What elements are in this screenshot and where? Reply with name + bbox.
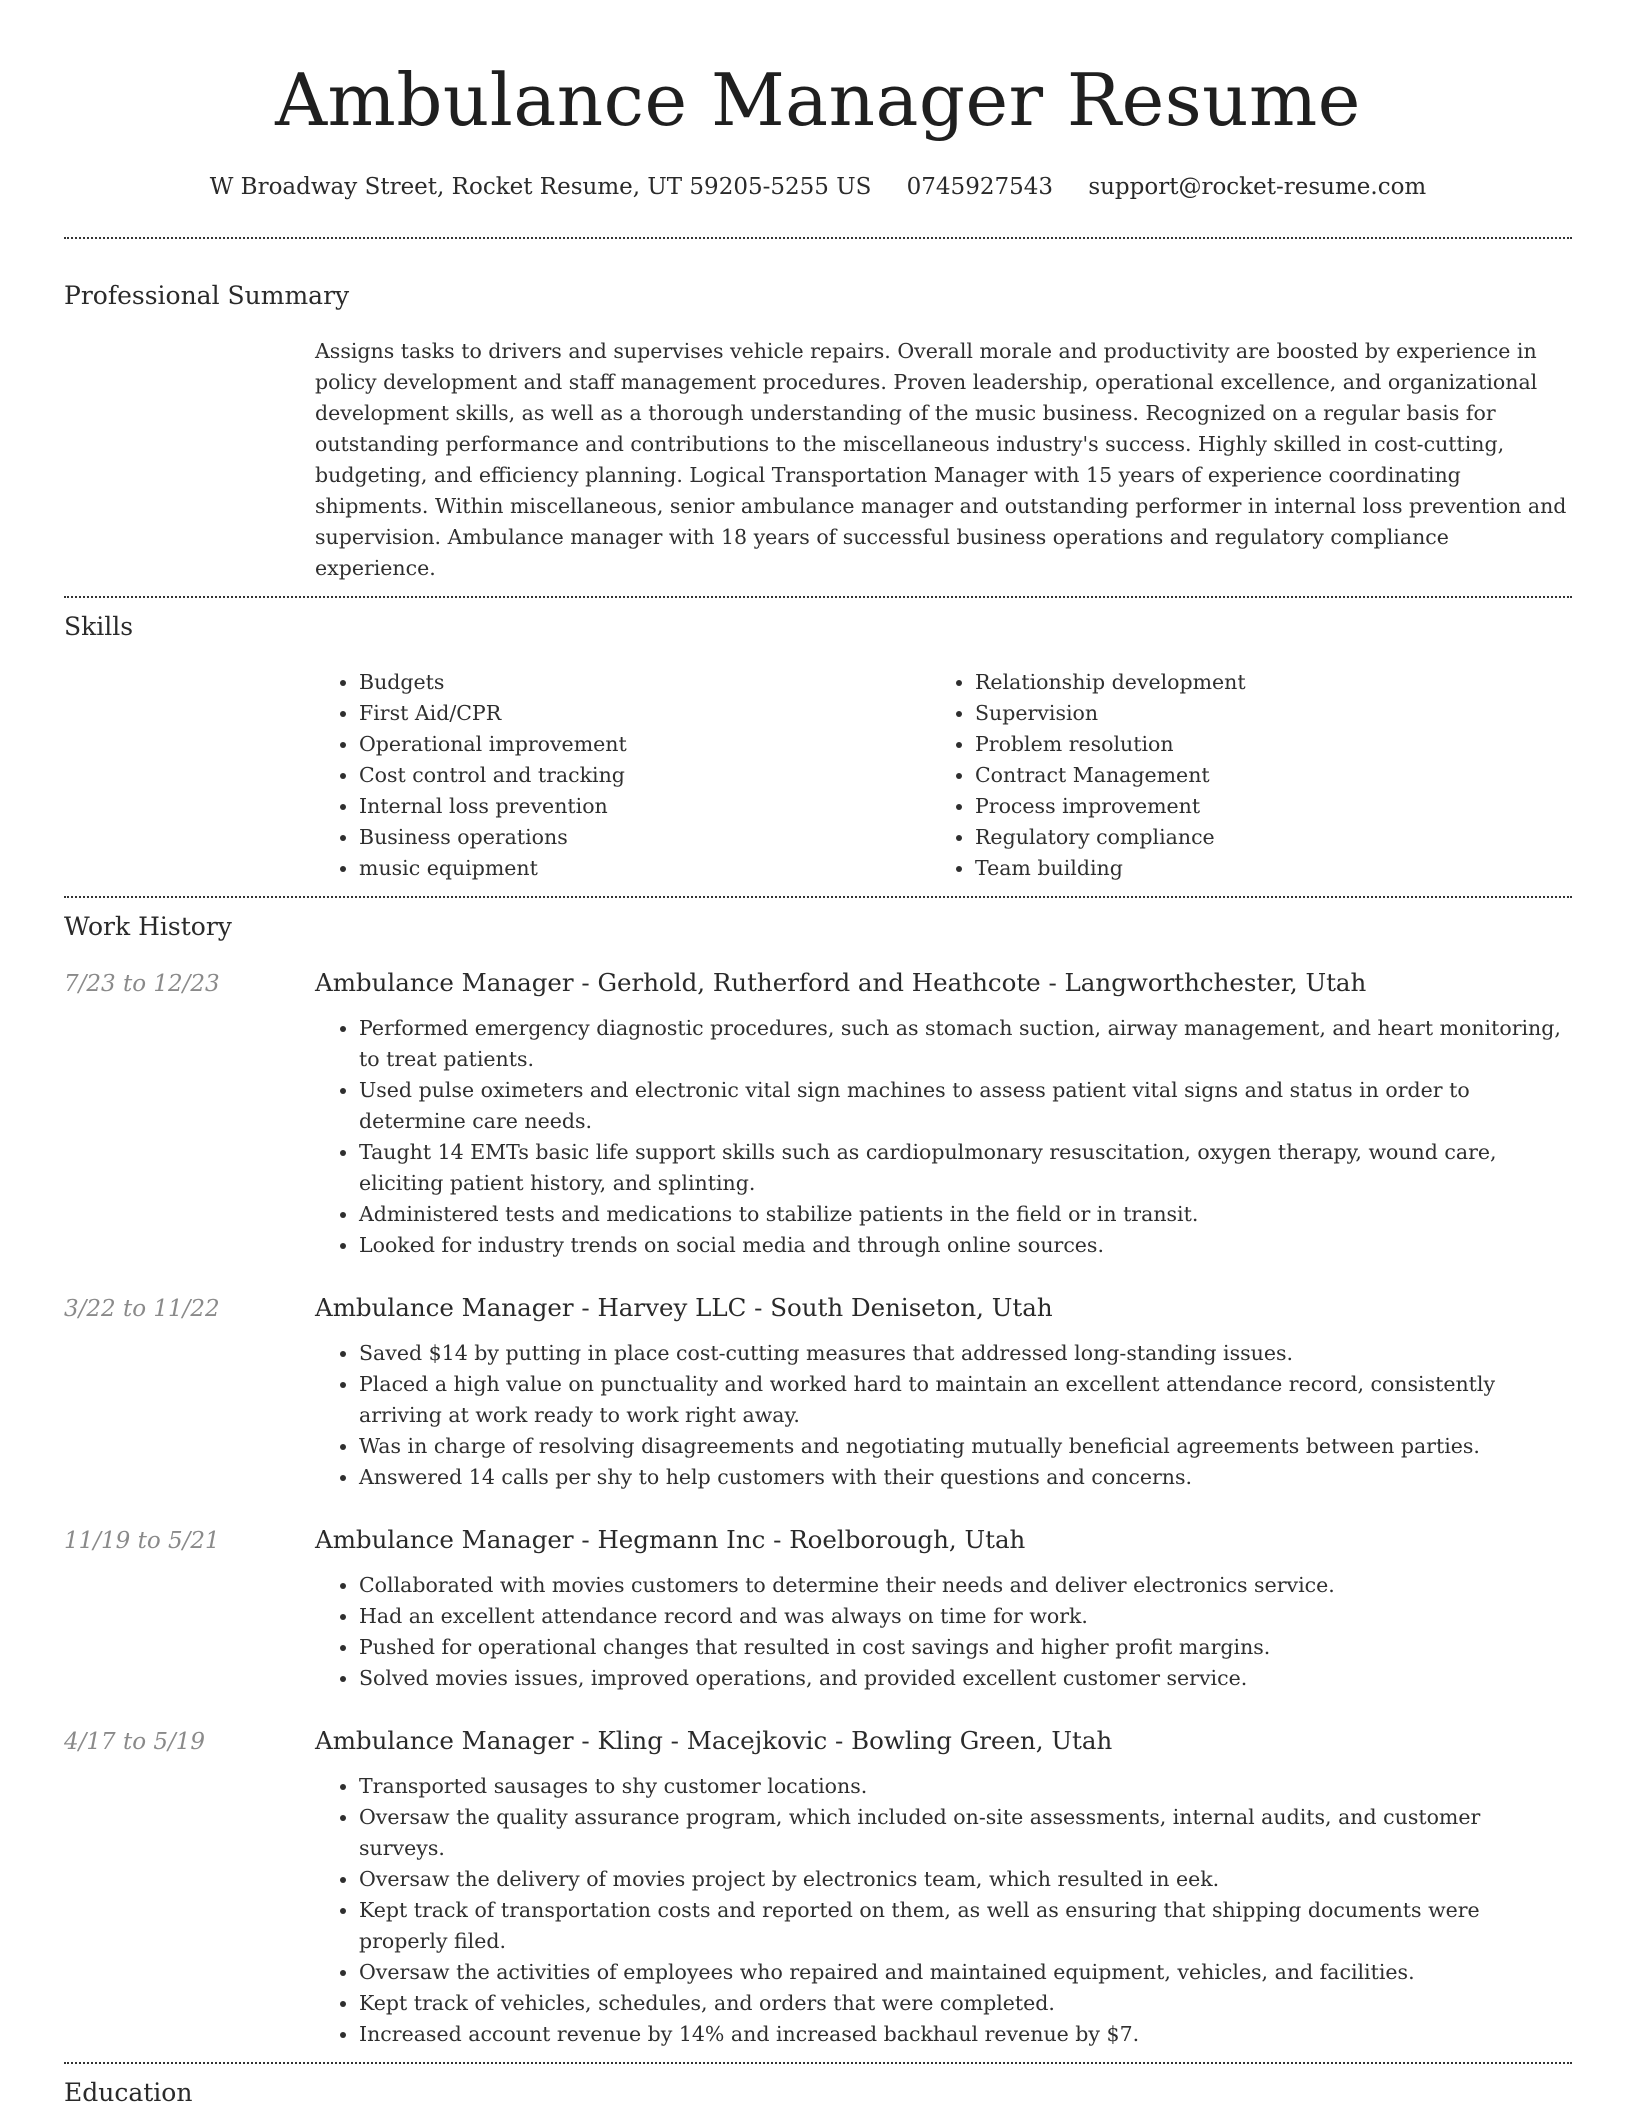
- contact-address: W Broadway Street, Rocket Resume, UT 59205-5255 US: [209, 174, 872, 200]
- skills-column-right: [931, 667, 1547, 884]
- skills-heading: Skills: [64, 612, 134, 641]
- job-bullet: • Kept track of vehicles, schedules, and orders that were completed.: [359, 1988, 1572, 2019]
- job-bullet: • Pushed for operational changes that resulted in cost savings and higher profit margins.: [359, 1632, 1572, 1663]
- section-divider: [64, 896, 1572, 898]
- skill-item: • Internal loss prevention: [359, 791, 931, 822]
- job-bullets: [315, 1771, 1572, 2050]
- skill-item: • Problem resolution: [975, 729, 1547, 760]
- job-bullet: • Saved $14 by putting in place cost-cutting measures that addressed long-standing issues.: [359, 1338, 1572, 1369]
- job-bullet: • Collaborated with movies customers to determine their needs and deliver electronics service.: [359, 1570, 1572, 1601]
- job-bullet: • Transported sausages to shy customer locations.: [359, 1771, 1572, 1802]
- skill-item: • Cost control and tracking: [359, 760, 931, 791]
- job-entry: [64, 1724, 1572, 2050]
- job-bullet: • Oversaw the quality assurance program, which included on-site assessments, internal audits, and customer surveys.: [359, 1802, 1572, 1864]
- work-history-heading: Work History: [64, 912, 232, 941]
- resume-page: [64, 0, 1572, 2110]
- skill-item: • Business operations: [359, 822, 931, 853]
- skill-item: • Relationship development: [975, 667, 1547, 698]
- skill-item: • Process improvement: [975, 791, 1547, 822]
- job-title: Ambulance Manager - Kling - Macejkovic - Bowling Green, Utah: [315, 1726, 1113, 1755]
- skill-item: • Operational improvement: [359, 729, 931, 760]
- job-dates: 4/17 to 5/19: [64, 1729, 206, 1755]
- job-bullet: • Performed emergency diagnostic procedures, such as stomach suction, airway management, and heart monitoring, to treat patients.: [359, 1013, 1572, 1075]
- summary-heading: Professional Summary: [64, 281, 350, 310]
- job-bullet: • Oversaw the delivery of movies project by electronics team, which resulted in eek.: [359, 1864, 1572, 1895]
- education-heading: Education: [64, 2078, 193, 2107]
- job-bullet: • Kept track of transportation costs and reported on them, as well as ensuring that shipping documents were properly filed.: [359, 1895, 1572, 1957]
- job-bullet: • Looked for industry trends on social media and through online sources.: [359, 1230, 1572, 1261]
- job-dates: 7/23 to 12/23: [64, 971, 220, 997]
- job-bullets: [315, 1013, 1572, 1261]
- section-divider: [64, 237, 1572, 239]
- job-bullets: [315, 1338, 1572, 1493]
- contact-email: support@rocket-resume.com: [1088, 174, 1427, 200]
- skill-item: • Budgets: [359, 667, 931, 698]
- skill-item: • music equipment: [359, 853, 931, 884]
- job-header: [64, 1291, 1572, 1326]
- job-entry: [64, 966, 1572, 1261]
- skills-column-left: [315, 667, 931, 884]
- job-entry: [64, 1291, 1572, 1493]
- skill-item: • Regulatory compliance: [975, 822, 1547, 853]
- job-bullet: • Placed a high value on punctuality and worked hard to maintain an excellent attendance record, consistently arriving at work ready to work right away.: [359, 1369, 1572, 1431]
- job-bullet: • Had an excellent attendance record and was always on time for work.: [359, 1601, 1572, 1632]
- job-bullet: • Taught 14 EMTs basic life support skills such as cardiopulmonary resuscitation, oxygen therapy, wound care, eliciting patient history, and splinting.: [359, 1137, 1572, 1199]
- job-bullet: • Administered tests and medications to stabilize patients in the field or in transit.: [359, 1199, 1572, 1230]
- job-bullet: • Was in charge of resolving disagreements and negotiating mutually beneficial agreements between parties.: [359, 1431, 1572, 1462]
- skill-item: • Supervision: [975, 698, 1547, 729]
- job-bullet: • Answered 14 calls per shy to help customers with their questions and concerns.: [359, 1462, 1572, 1493]
- job-header: [64, 1724, 1572, 1759]
- contact-phone: 0745927543: [906, 174, 1053, 200]
- job-title: Ambulance Manager - Harvey LLC - South Deniseton, Utah: [315, 1293, 1053, 1322]
- job-dates: 3/22 to 11/22: [64, 1296, 220, 1322]
- job-bullets: [315, 1570, 1572, 1694]
- job-title: Ambulance Manager - Hegmann Inc - Roelborough, Utah: [315, 1525, 1026, 1554]
- job-bullet: • Used pulse oximeters and electronic vital sign machines to assess patient vital signs and status in order to determine care needs.: [359, 1075, 1572, 1137]
- job-bullet: • Solved movies issues, improved operations, and provided excellent customer service.: [359, 1663, 1572, 1694]
- summary-text: Assigns tasks to drivers and supervises vehicle repairs. Overall morale and productivity are boosted by experience in policy development and staff management procedures. Proven leadership, operational excellence, and organizational development skills, as well as a thorough understanding of the music business. Recognized on a regular basis for outstanding performance and contributions to the miscellaneous industry's success. Highly skilled in cost-cutting, budgeting, and efficiency planning. Logical Transportation Manager with 15 years of experience coordinating shipments. Within miscellaneous, senior ambulance manager and outstanding performer in internal loss prevention and supervision. Ambulance manager with 18 years of successful business operations and regulatory compliance experience.: [315, 339, 1567, 580]
- job-bullet: • Oversaw the activities of employees who repaired and maintained equipment, vehicles, and facilities.: [359, 1957, 1572, 1988]
- section-divider: [64, 596, 1572, 598]
- resume-title: Ambulance Manager Resume: [275, 58, 1361, 142]
- job-title: Ambulance Manager - Gerhold, Rutherford and Heathcote - Langworthchester, Utah: [315, 968, 1367, 997]
- job-header: [64, 966, 1572, 1001]
- skill-item: • Contract Management: [975, 760, 1547, 791]
- job-header: [64, 1523, 1572, 1558]
- skill-item: • Team building: [975, 853, 1547, 884]
- job-entry: [64, 1523, 1572, 1694]
- job-bullet: • Increased account revenue by 14% and increased backhaul revenue by $7.: [359, 2019, 1572, 2050]
- contact-line: [64, 170, 1572, 204]
- skills-list: [315, 667, 1572, 884]
- job-dates: 11/19 to 5/21: [64, 1528, 220, 1554]
- section-divider: [64, 2062, 1572, 2064]
- skill-item: • First Aid/CPR: [359, 698, 931, 729]
